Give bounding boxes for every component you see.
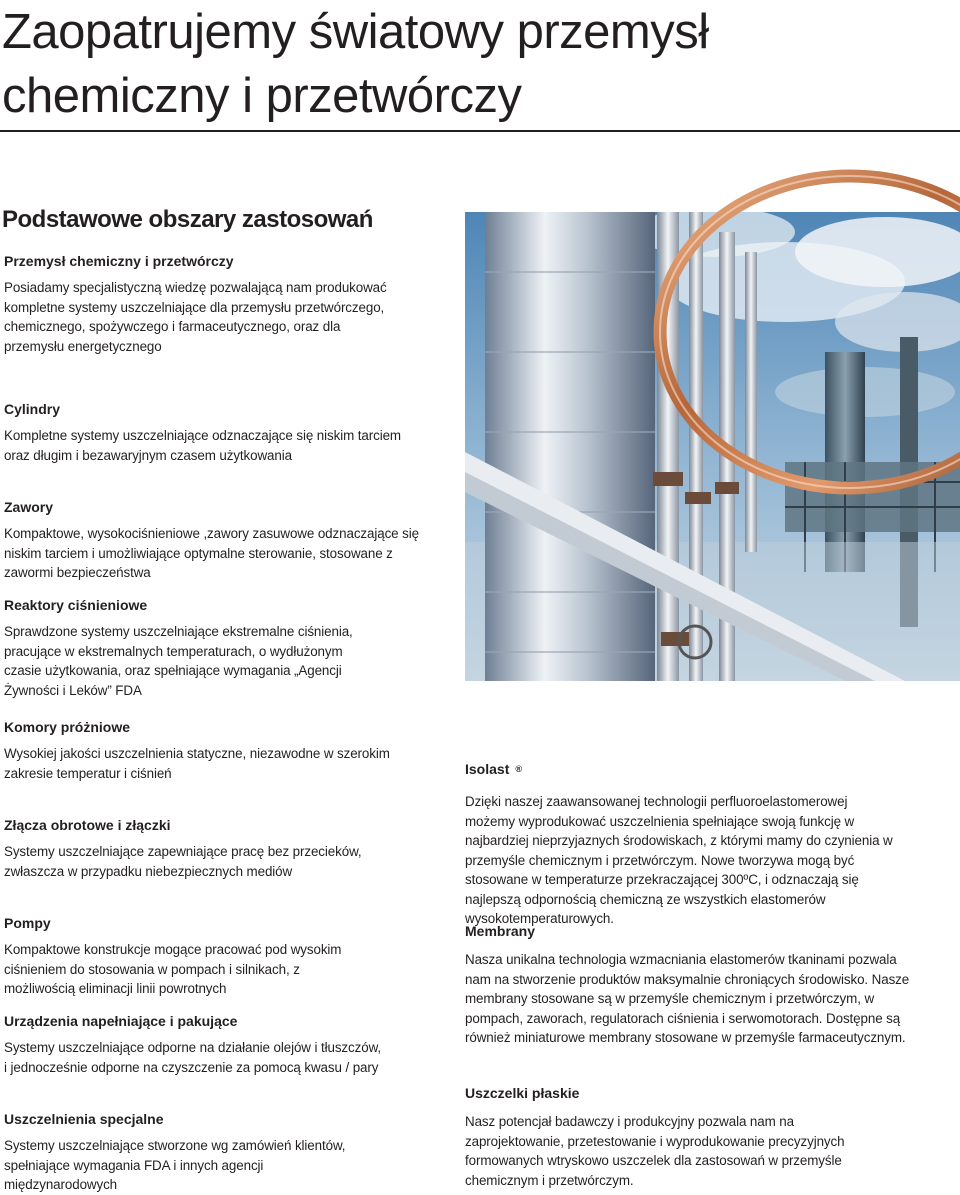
section-special-seals xyxy=(4,1110,424,1195)
section-text: Kompaktowe, wysokociśnieniowe ,zawory zasuwowe odznaczające się niskim tarciem i umożliwiające optymalne sterowanie, stosowane z zawormi bezpieczeństwa xyxy=(4,526,419,580)
section-title: Uszczelnienia specjalne xyxy=(4,1111,164,1127)
title-line-2: chemiczny i przetwórczy xyxy=(2,69,522,123)
section-text: Systemy uszczelniające stworzone wg zamówień klientów, spełniające wymagania FDA i innych agencji międzynarodowych xyxy=(4,1138,346,1192)
title-rule xyxy=(0,130,960,132)
section-text: Systemy uszczelniające odporne na działanie olejów i tłuszczów, i jednocześnie odporne na czyszczenie za pomocą kwasu / pary xyxy=(4,1040,382,1075)
section-title: Uszczelki płaskie xyxy=(465,1085,580,1101)
section-pumps xyxy=(4,914,424,999)
section-text: Sprawdzone systemy uszczelniające ekstremalne ciśnienia, pracujące w ekstremalnych temperaturach, o wydłużonym czasie użytkowania, oraz spełniające wymagania „Agencji Żywności i Leków” FDA xyxy=(4,624,353,698)
registered-mark: ® xyxy=(515,764,522,774)
section-title: Przemysł chemiczny i przetwórczy xyxy=(4,253,234,269)
section-pressure-reactors xyxy=(4,596,424,700)
section-cylinders xyxy=(4,400,424,465)
section-title: Reaktory ciśnieniowe xyxy=(4,597,148,613)
section-text: Posiadamy specjalistyczną wiedzę pozwalającą nam produkować kompletne systemy uszczelniające dla przemysłu przetwórczego, chemicznego, spożywczego i farmaceutycznego, oraz dla przemysłu energetycznego xyxy=(4,280,387,354)
section-title: Isolast ® xyxy=(465,761,522,777)
section-heading: Podstawowe obszary zastosowań xyxy=(2,206,373,233)
section-title: Złącza obrotowe i złączki xyxy=(4,817,171,833)
section-vacuum-chambers xyxy=(4,718,424,783)
industrial-plant-photo xyxy=(465,212,960,681)
section-membranes xyxy=(465,922,935,1048)
section-rotary-joints xyxy=(4,816,424,881)
section-title: Pompy xyxy=(4,915,51,931)
section-valves xyxy=(4,498,424,583)
section-text: Wysokiej jakości uszczelnienia statyczne, niezawodne w szerokim zakresie temperatur i ciśnień xyxy=(4,746,390,781)
page-title xyxy=(2,0,942,128)
section-flat-gaskets xyxy=(465,1084,935,1190)
section-text: Dzięki naszej zaawansowanej technologii perfluoroelastomerowej możemy wyprodukować uszczelnienia spełniające swoją funkcję w najbardziej nieprzyjaznych środowiskach, z którymi mamy do czynienia w przemyśle chemicznym i przetwórczym. Nowe tworzywa mogą być stosowane w temperaturze przekraczającej 300ºC, i odznaczają się najlepszą odpornością chemiczną ze wszystkich elastomerów wysokotemperaturowych. xyxy=(465,794,893,926)
section-text: Kompletne systemy uszczelniające odznaczające się niskim tarciem oraz długim i bezawaryjnym czasem użytkowania xyxy=(4,428,401,463)
section-chemical-industry xyxy=(4,252,424,356)
title-line-1: Zaopatrujemy światowy przemysł xyxy=(2,5,709,59)
section-text: Nasz potencjał badawczy i produkcyjny pozwala nam na zaprojektowanie, przetestowanie i wyprodukowanie precyzyjnych formowanych wtryskowo uszczelek dla zastosowań w przemyśle chemicznym i przetwórczym. xyxy=(465,1114,845,1188)
section-filling-packing xyxy=(4,1012,424,1077)
section-text: Systemy uszczelniające zapewniające pracę bez przecieków, zwłaszcza w przypadku niebezpiecznych mediów xyxy=(4,844,362,879)
section-title: Membrany xyxy=(465,923,536,939)
section-text: Kompaktowe konstrukcje mogące pracować pod wysokim ciśnieniem do stosowania w pompach i silnikach, z możliwością eliminacji linii powrotnych xyxy=(4,942,342,996)
section-title: Cylindry xyxy=(4,401,61,417)
section-title: Komory próżniowe xyxy=(4,719,131,735)
section-text: Nasza unikalna technologia wzmacniania elastomerów tkaninami pozwala nam na stworzenie produktów maksymalnie chroniących środowisko. Nasze membrany stosowane są w przemyśle chemicznym i przetwórczym, w pompach, zaworach, regulatorach ciśnienia i serwomotorach. Dostępne są również miniaturowe membrany stosowane w przemyśle farmaceutycznym. xyxy=(465,952,910,1045)
section-isolast xyxy=(465,760,935,929)
section-title: Urządzenia napełniające i pakujące xyxy=(4,1013,238,1029)
section-title: Zawory xyxy=(4,499,54,515)
